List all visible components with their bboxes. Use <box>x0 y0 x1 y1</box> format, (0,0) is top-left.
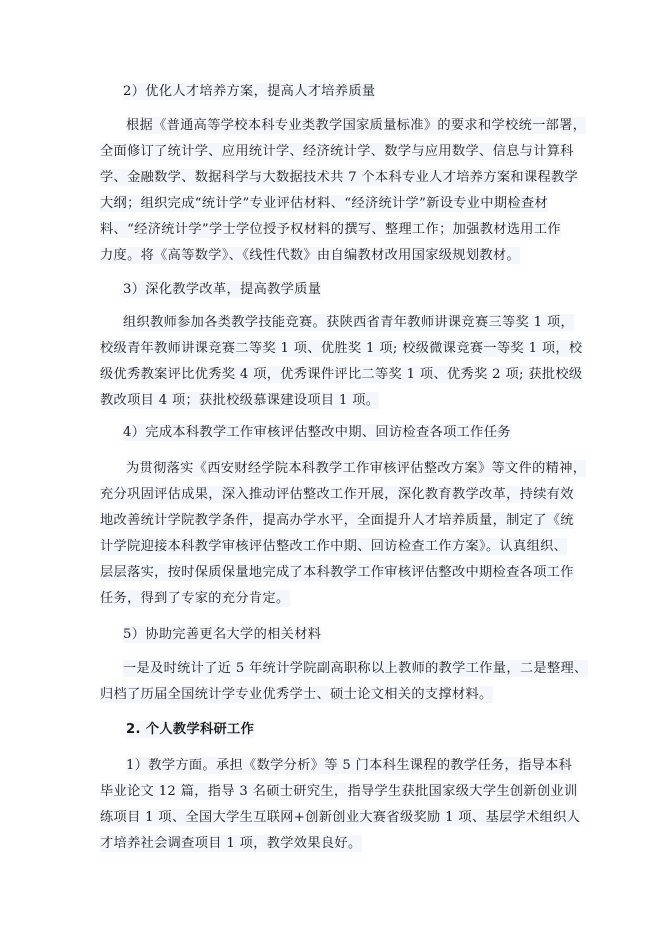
major-heading <box>126 720 254 740</box>
section-heading <box>123 423 511 443</box>
line-text: 1）教学方面。承担《数学分析》等 5 门本科生课程的教学任务，指导本科 <box>126 758 573 773</box>
line-text: 练项目 1 项、全国大学生互联网+创新创业大赛省级奖励 1 项、基层学术组织人 <box>100 810 581 825</box>
paragraph-line <box>100 194 548 214</box>
heading-text: 3）深化教学改革，提高教学质量 <box>123 282 322 297</box>
heading-text: 4）完成本科教学工作审核评估整改中期、回访检查各项工作任务 <box>123 425 511 440</box>
line-text: 才培养社会调查项目 1 项，教学效果良好。 <box>100 836 362 851</box>
paragraph-line <box>100 685 493 705</box>
line-text: 地改善统计学院教学条件，提高办学水平，全面提升人才培养质量，制定了《统 <box>100 513 574 528</box>
heading-text: 5）协助完善更名大学的相关材料 <box>123 627 322 642</box>
paragraph-line <box>100 220 561 240</box>
line-text: 充分巩固评估成果，深入推动评估整改工作开展，深化教育教学改革，持续有效 <box>100 487 574 502</box>
paragraph-line <box>123 313 574 333</box>
paragraph-line <box>126 116 586 136</box>
line-text: 学、金融数学、数据科学与大数据技术共 7 个本科专业人才培养方案和课程教学 <box>100 170 579 185</box>
line-text: 力度。将《高等数学》、《线性代数》由自编教材改用国家级规划教材。 <box>100 248 520 263</box>
section-heading <box>123 625 321 645</box>
paragraph-line <box>100 365 582 385</box>
paragraph-line <box>100 485 574 505</box>
line-text: 料、“经济统计学”学士学位授予权材料的撰写、整理工作；加强教材选用工作 <box>100 222 561 237</box>
paragraph-line <box>100 537 567 557</box>
paragraph-line <box>100 782 578 802</box>
line-text: 教改项目 4 项；获批校级慕课建设项目 1 项。 <box>100 393 380 408</box>
paragraph-line <box>100 834 362 854</box>
line-text: 为贯彻落实《西安财经学院本科教学工作审核评估整改方案》等文件的精神， <box>126 461 587 476</box>
line-text: 毕业论文 12 篇，指导 3 名硕士研究生，指导学生获批国家级大学生创新创业训 <box>100 784 578 799</box>
section-heading <box>123 82 375 102</box>
paragraph-line <box>100 339 582 359</box>
paragraph-line <box>100 511 574 531</box>
paragraph-line <box>100 563 574 583</box>
line-text: 级优秀教案评比优秀奖 4 项，优秀课件评比二等奖 1 项、优秀奖 2 项; 获批校级 <box>100 367 583 382</box>
paragraph-line <box>100 808 580 828</box>
line-text: 大纲；组织完成“统计学”专业评估材料、“经济统计学”新设专业中期检查材 <box>100 196 549 211</box>
paragraph-line <box>100 168 578 188</box>
line-text: 计学院迎接本科教学审核评估整改工作中期、回访检查工作方案》。认真组织、 <box>100 539 568 554</box>
line-text: 校级青年教师讲课竞赛二等奖 1 项、优胜奖 1 项; 校级微课竞赛一等奖 1 项，校 <box>100 341 583 356</box>
paragraph-line <box>100 142 574 162</box>
paragraph-line <box>100 589 290 609</box>
heading-text: 2. 个人教学科研工作 <box>126 722 255 737</box>
line-text: 任务，得到了专家的充分肯定。 <box>100 591 290 606</box>
paragraph-line <box>100 246 520 266</box>
line-text: 层层落实，按时保质保量地完成了本科教学工作审核评估整改中期检查各项工作 <box>100 565 574 580</box>
line-text: 全面修订了统计学、应用统计学、经济统计学、数学与应用数学、信息与计算科 <box>100 144 574 159</box>
section-heading <box>123 280 321 300</box>
line-text: 根据《普通高等学校本科专业类教学国家质量标准》的要求和学校统一部署， <box>126 118 587 133</box>
paragraph-line <box>126 756 572 776</box>
line-text: 组织教师参加各类教学技能竞赛。获陕西省青年教师讲课竞赛三等奖 1 项， <box>123 315 575 330</box>
paragraph-line <box>123 659 588 679</box>
paragraph-line <box>126 459 586 479</box>
heading-text: 2）优化人才培养方案，提高人才培养质量 <box>123 84 376 99</box>
paragraph-line <box>100 391 379 411</box>
line-text: 归档了历届全国统计学专业优秀学士、硕士论文相关的支撑材料。 <box>100 687 493 702</box>
line-text: 一是及时统计了近 5 年统计学院副高职称以上教师的教学工作量，二是整理、 <box>123 661 588 676</box>
